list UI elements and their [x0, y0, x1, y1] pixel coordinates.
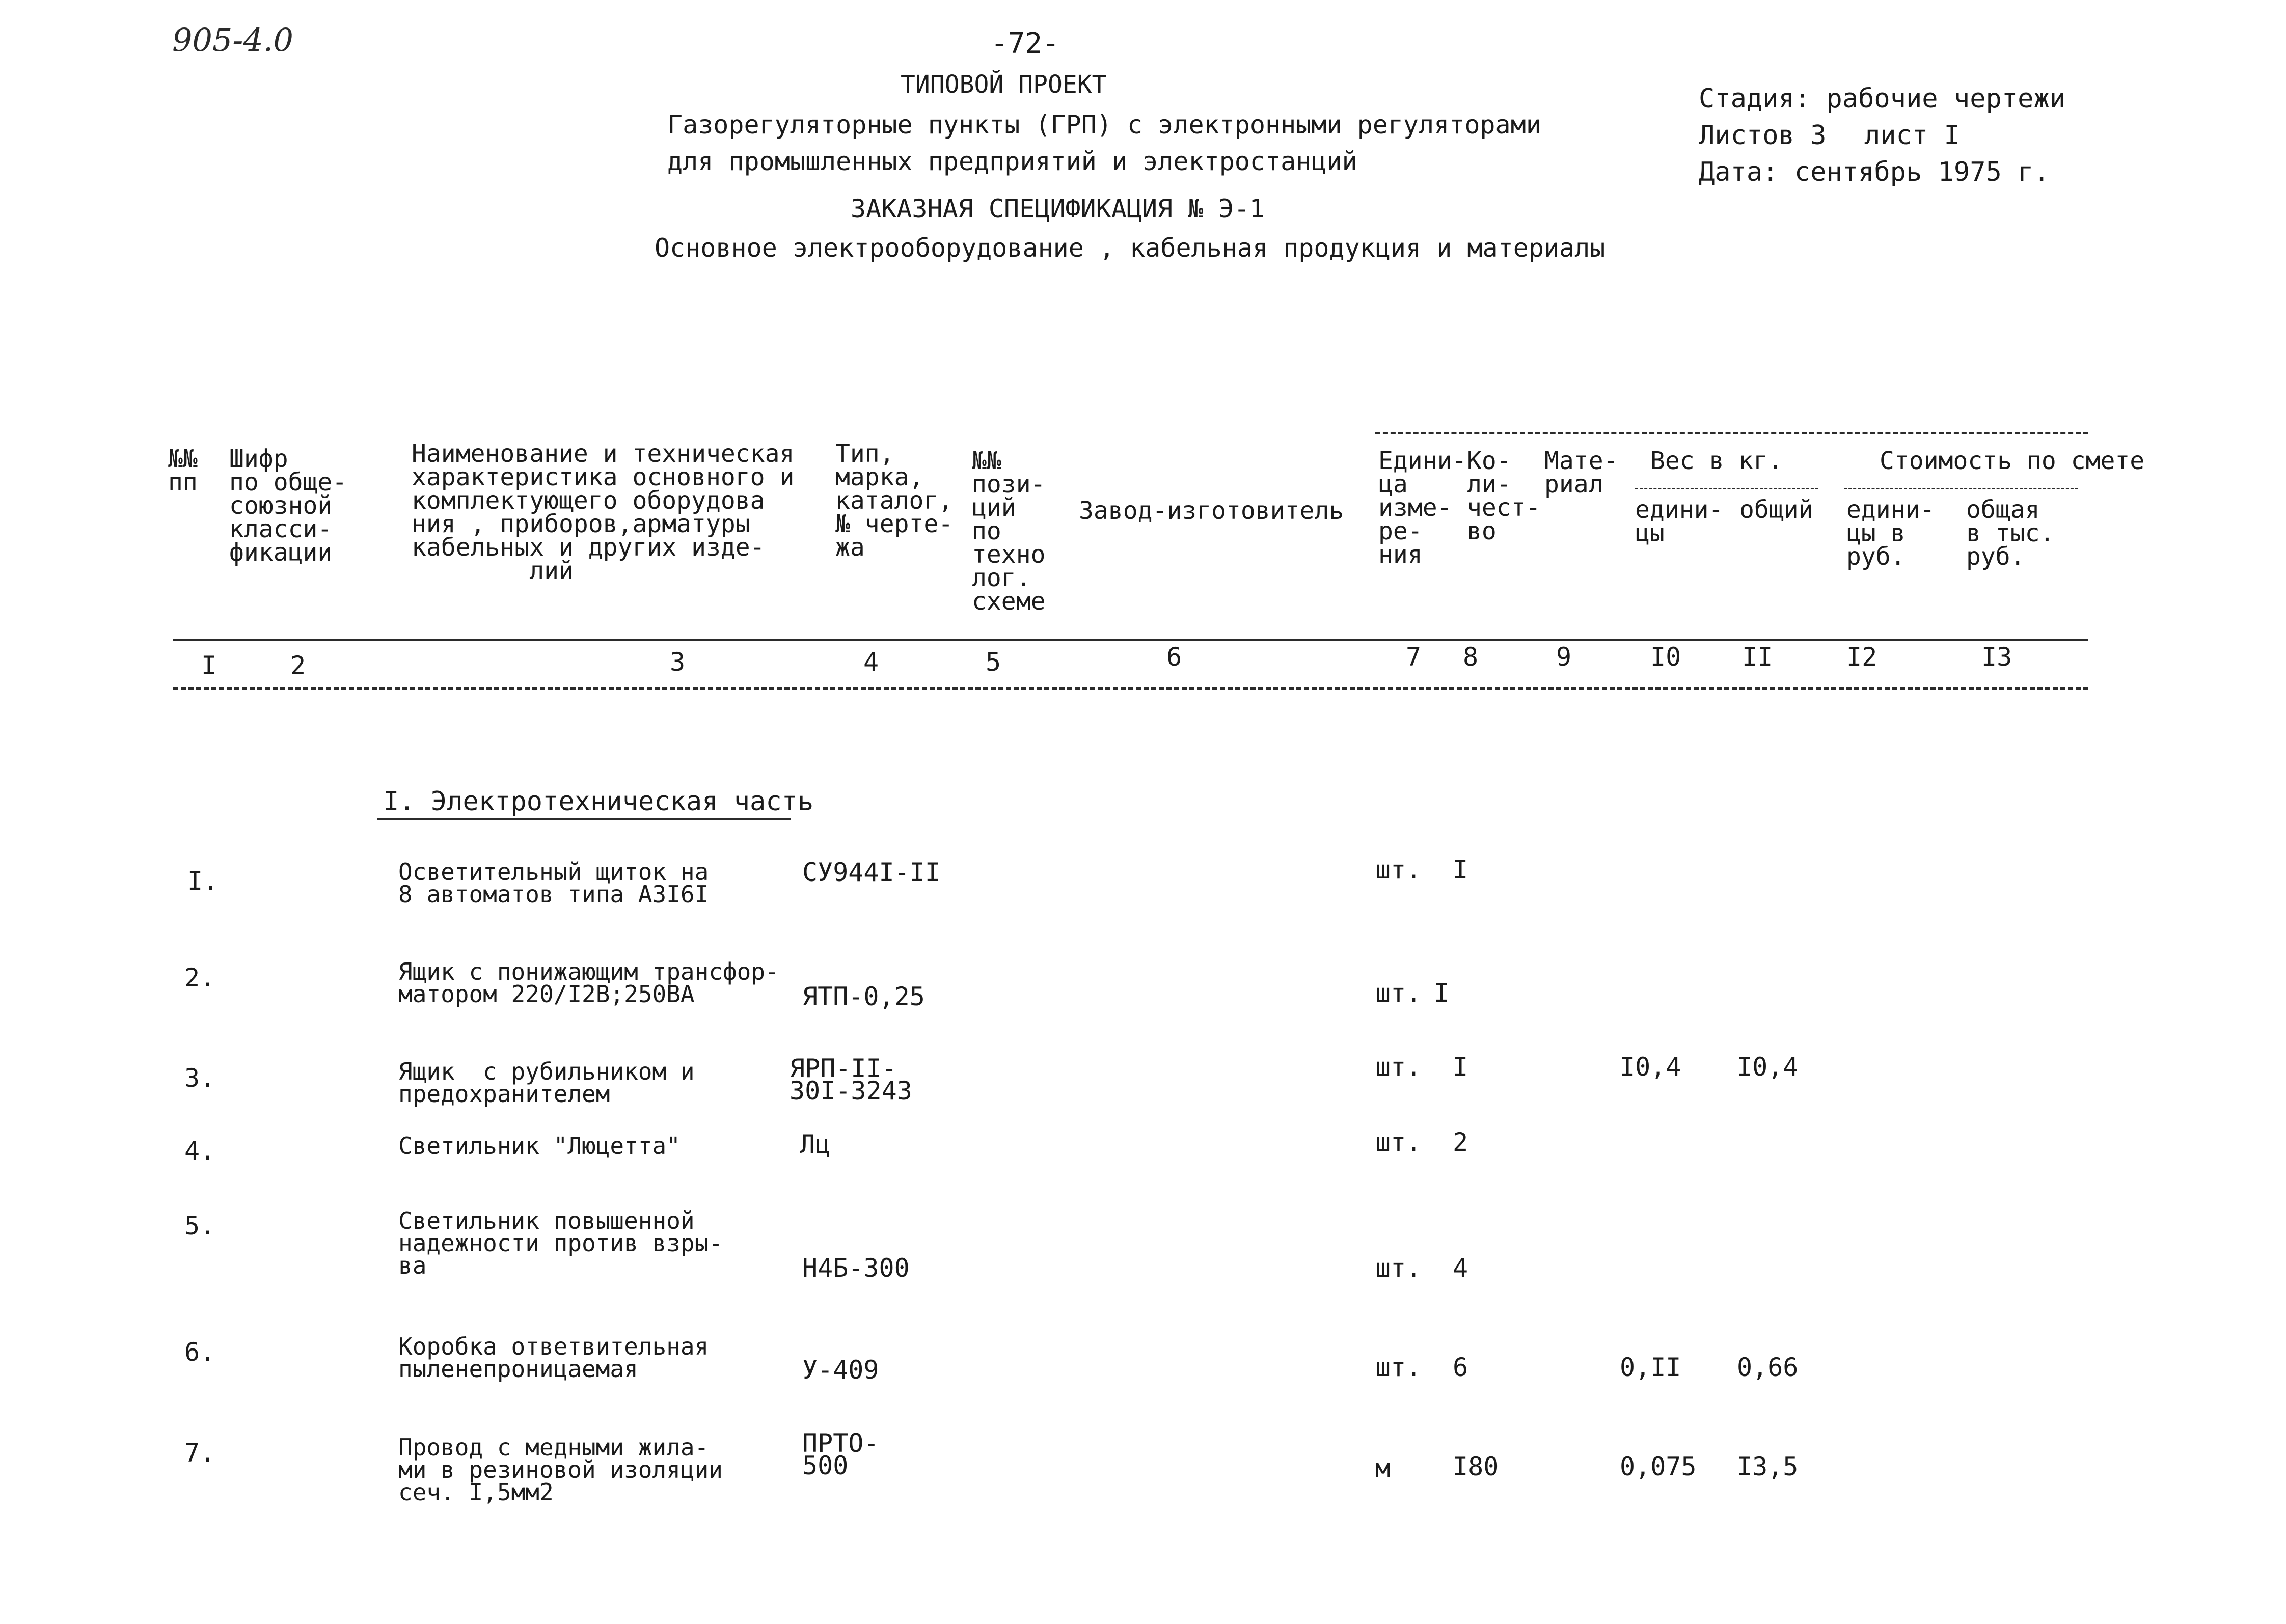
col-header-name: Наименование и техническая характеристика основного и комплектующего оборудова ния , приборов,арматуры кабельных и других изде- лий — [412, 439, 795, 585]
col-number-13: I3 — [1981, 642, 2012, 672]
row-3-number: 3. — [184, 1063, 215, 1093]
col-number-1: I — [201, 651, 217, 680]
row-5-unit: шт. — [1375, 1253, 1422, 1283]
col-header-cost-group: Стоимость по смете — [1880, 447, 2145, 475]
col-number-12: I2 — [1846, 642, 1877, 672]
col-header-number: №№ пп — [168, 445, 198, 497]
page-number: -72- — [991, 27, 1059, 60]
col-header-type: Тип, марка, каталог, № черте- жа — [835, 439, 954, 562]
col-number-9: 9 — [1556, 642, 1572, 672]
spec-title: ЗАКАЗНАЯ СПЕЦИФИКАЦИЯ № Э-1 — [851, 194, 1265, 224]
row-3-name: Ящик с рубильником и предохранителем — [398, 1058, 695, 1108]
row-4-name: Светильник "Люцетта" — [398, 1132, 681, 1160]
row-1-name: Осветительный щиток на 8 автоматов типа А3I6I — [398, 858, 709, 908]
row-5-type: Н4Б-300 — [802, 1253, 910, 1283]
row-3-unit: шт. — [1375, 1052, 1422, 1082]
row-2-unit: шт. — [1375, 978, 1422, 1008]
row-3-type: ЯРП-II- 30I-3243 — [790, 1054, 912, 1106]
row-7-weight-total: I3,5 — [1737, 1452, 1799, 1481]
row-6-quantity: 6 — [1453, 1353, 1468, 1382]
col-header-weight-total: общий — [1739, 496, 1813, 524]
row-7-unit: м — [1375, 1453, 1391, 1483]
title-line-2: для промышленных предприятий и электростанций — [667, 147, 1357, 176]
spec-subtitle: Основное электрооборудование , кабельная продукция и материалы — [655, 233, 1605, 263]
col-number-11: II — [1742, 642, 1773, 672]
stamp-sheets: Листов 3 — [1699, 120, 1827, 151]
project-type: ТИПОВОЙ ПРОЕКТ — [901, 70, 1107, 99]
row-1-quantity: I — [1453, 855, 1468, 885]
header-top-rule — [1375, 432, 2088, 434]
col-header-unit: Едини- ца изме- ре- ния — [1378, 447, 1467, 569]
col-number-3: 3 — [670, 647, 686, 677]
document-code: 905-4.0 — [172, 21, 293, 59]
row-2-number: 2. — [184, 963, 215, 993]
col-number-7: 7 — [1406, 642, 1422, 672]
row-5-number: 5. — [184, 1211, 215, 1241]
weight-group-rule — [1635, 488, 1818, 489]
row-1-type: СУ944I-II — [802, 858, 940, 887]
row-6-type: У-409 — [802, 1355, 879, 1385]
row-6-unit: шт. — [1375, 1353, 1422, 1382]
row-2-type: ЯТП-0,25 — [802, 982, 925, 1011]
row-1-number: I. — [187, 866, 219, 896]
col-header-manufacturer: Завод-изготовитель — [1079, 497, 1344, 525]
col-number-2: 2 — [290, 651, 306, 680]
numbers-bottom-rule — [173, 687, 2088, 690]
row-1-unit: шт. — [1375, 855, 1422, 885]
row-2-quantity: I — [1434, 978, 1450, 1008]
col-header-cost-unit: едини- цы в руб. — [1846, 496, 1935, 571]
row-6-name: Коробка ответвительная пыленепроницаемая — [398, 1333, 709, 1383]
cost-group-rule — [1844, 488, 2078, 489]
row-4-unit: шт. — [1375, 1127, 1422, 1157]
col-header-cost-total: общая в тыс. руб. — [1966, 496, 2055, 571]
row-6-number: 6. — [184, 1337, 215, 1367]
row-7-weight-unit: 0,075 — [1620, 1452, 1697, 1481]
row-7-type: ПРТО- 500 — [802, 1428, 879, 1480]
col-header-weight-group: Вес в кг. — [1650, 447, 1783, 475]
row-5-quantity: 4 — [1453, 1253, 1468, 1283]
col-number-8: 8 — [1463, 642, 1479, 672]
row-4-type: Лц — [800, 1130, 831, 1159]
col-header-material: Мате- риал — [1544, 447, 1618, 499]
stamp-stage: Стадия: рабочие чертежи — [1699, 84, 2066, 114]
row-5-name: Светильник повышенной надежности против взры- ва — [398, 1207, 723, 1279]
row-6-weight-unit: 0,II — [1620, 1353, 1681, 1382]
row-2-name: Ящик с понижающим трансфор- матором 220/I2В;250ВА — [398, 958, 779, 1008]
stamp-date: Дата: сентябрь 1975 г. — [1699, 157, 2050, 187]
col-header-position: №№ пози- ций по техно лог. схеме — [972, 447, 1046, 616]
header-bottom-rule — [173, 639, 2088, 641]
row-4-number: 4. — [184, 1136, 215, 1166]
col-header-weight-unit: едини- цы — [1635, 496, 1724, 547]
section-title: I. Электротехническая часть — [383, 786, 814, 817]
row-6-weight-total: 0,66 — [1737, 1353, 1799, 1382]
row-3-weight-unit: I0,4 — [1620, 1052, 1681, 1082]
col-number-10: I0 — [1650, 642, 1681, 672]
col-number-4: 4 — [863, 647, 879, 677]
row-4-quantity: 2 — [1453, 1127, 1468, 1157]
row-7-name: Провод с медными жила- ми в резиновой изоляции сеч. I,5мм2 — [398, 1434, 723, 1506]
title-line-1: Газорегуляторные пункты (ГРП) с электронными регуляторами — [667, 110, 1541, 140]
row-3-quantity: I — [1453, 1052, 1468, 1082]
section-title-underline — [377, 818, 791, 820]
stamp-sheet: лист I — [1864, 120, 1960, 151]
row-7-quantity: I80 — [1453, 1452, 1499, 1481]
row-7-number: 7. — [184, 1438, 215, 1468]
col-number-5: 5 — [986, 647, 1001, 677]
col-header-code: Шифр по обще- союзной класси- фикации — [229, 445, 347, 567]
col-number-6: 6 — [1166, 642, 1182, 672]
col-header-quantity: Ко- ли- чест- во — [1467, 447, 1541, 545]
row-3-weight-total: I0,4 — [1737, 1052, 1799, 1082]
